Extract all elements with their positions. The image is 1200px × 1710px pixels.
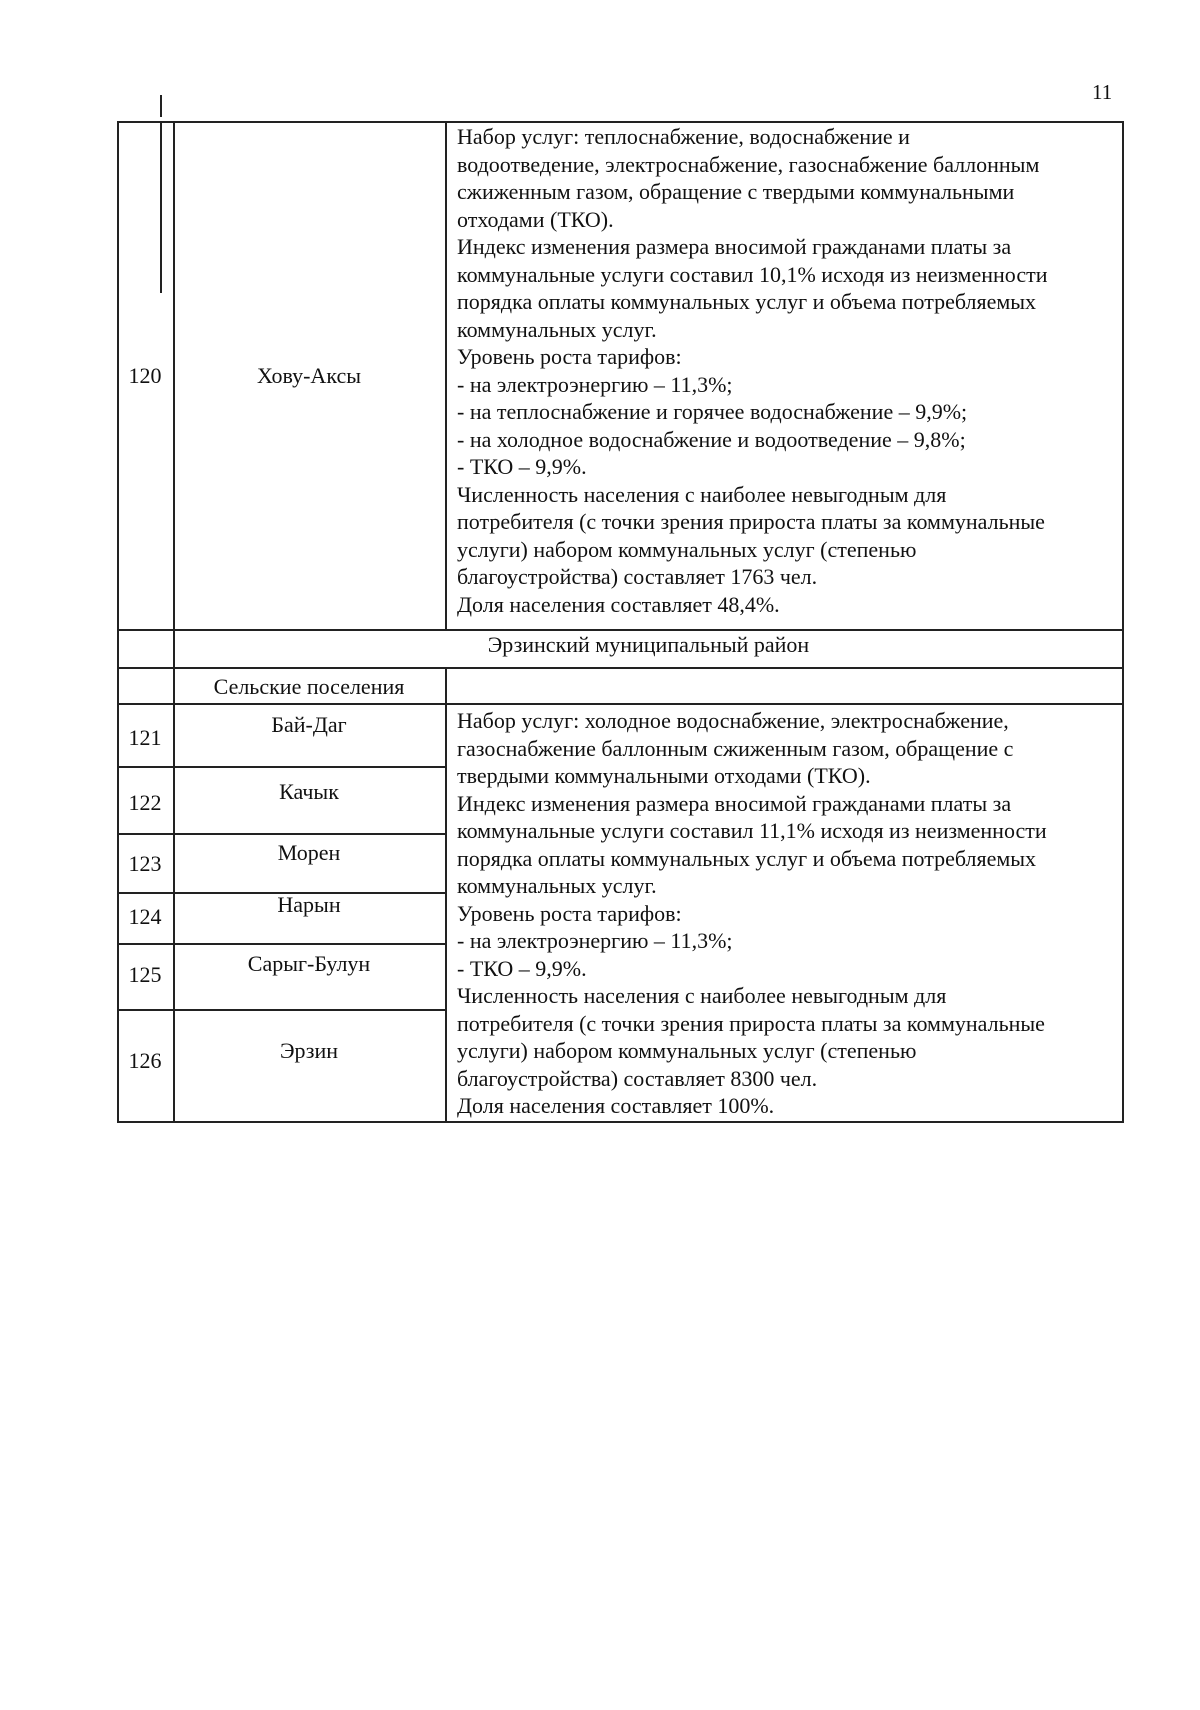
- settlement-name: Хову-Аксы: [256, 363, 362, 388]
- description-line: - на электроэнергию – 11,3%;: [457, 928, 733, 953]
- description-line: коммунальные услуги составил 11,1% исходя из неизменности: [457, 818, 1047, 843]
- tariff-table: [117, 121, 1124, 1123]
- table-border-right: [1122, 121, 1124, 1123]
- page-number: 11: [1092, 80, 1113, 104]
- description-line: Доля населения составляет 100%.: [457, 1093, 775, 1118]
- row-divider-125: [117, 1009, 447, 1011]
- description-line: Численность населения с наиболее невыгодным для: [457, 983, 947, 1008]
- description-line: услуги) набором коммунальных услуг (степенью: [457, 1038, 917, 1063]
- row-120-description: [457, 123, 1117, 618]
- description-line: - ТКО – 9,9%.: [457, 454, 587, 479]
- margin-mark-top: [160, 95, 162, 117]
- row-divider-120: [117, 629, 1124, 631]
- settlement-name: Качык: [279, 779, 339, 804]
- erzin-description: [457, 707, 1117, 1120]
- description-line: Уровень роста тарифов:: [457, 900, 682, 926]
- table-border-bottom: [117, 1121, 1124, 1123]
- description-line: сжиженным газом, обращение с твердыми коммунальными: [457, 179, 1015, 204]
- description-line: Набор услуг: холодное водоснабжение, электроснабжение,: [457, 708, 1009, 733]
- row-number: 126: [128, 1048, 162, 1073]
- settlement-name: Сарыг-Булун: [247, 951, 371, 976]
- district-header: Эрзинский муниципальный район: [487, 632, 810, 657]
- settlement-name: Морен: [277, 840, 341, 865]
- description-line: порядка оплаты коммунальных услуг и объема потребляемых: [457, 289, 1037, 314]
- description-line: - на теплоснабжение и горячее водоснабжение – 9,9%;: [457, 399, 968, 424]
- description-line: порядка оплаты коммунальных услуг и объема потребляемых: [457, 845, 1037, 871]
- description-line: потребителя (с точки зрения прироста платы за коммунальные: [457, 1010, 1045, 1036]
- description-line: коммунальных услуг.: [457, 873, 657, 898]
- table-col-divider-2b: [445, 667, 447, 1123]
- settlement-name: Нарын: [277, 892, 341, 917]
- description-line: Доля населения составляет 48,4%.: [457, 591, 780, 617]
- row-number: 122: [128, 790, 162, 815]
- row-divider-121: [117, 766, 447, 768]
- settlement-name: Бай-Даг: [271, 712, 347, 737]
- description-line: Уровень роста тарифов:: [457, 344, 682, 369]
- description-line: отходами (ТКО).: [457, 206, 614, 232]
- description-line: Индекс изменения размера вносимой гражданами платы за: [457, 234, 1012, 259]
- subheader-label: Сельские поселения: [213, 674, 405, 699]
- settlement-name: Эрзин: [279, 1038, 339, 1063]
- description-line: услуги) набором коммунальных услуг (степенью: [457, 536, 917, 562]
- row-number: 120: [128, 363, 162, 388]
- row-divider-124: [117, 943, 447, 945]
- row-number: 121: [128, 725, 162, 750]
- description-line: Набор услуг: теплоснабжение, водоснабжение и: [457, 124, 910, 149]
- row-number: 125: [128, 962, 162, 987]
- row-number: 123: [128, 851, 162, 876]
- row-divider-district: [117, 667, 1124, 669]
- description-line: твердыми коммунальными отходами (ТКО).: [457, 763, 871, 788]
- description-line: газоснабжение баллонным сжиженным газом, обращение с: [457, 735, 1014, 761]
- description-line: Индекс изменения размера вносимой гражданами платы за: [457, 790, 1012, 816]
- description-line: благоустройства) составляет 1763 чел.: [457, 564, 818, 589]
- description-line: коммунальные услуги составил 10,1% исходя из неизменности: [457, 261, 1048, 287]
- description-line: благоустройства) составляет 8300 чел.: [457, 1065, 818, 1091]
- row-divider-122: [117, 833, 447, 835]
- row-number: 124: [128, 904, 162, 929]
- table-col-divider-2: [445, 121, 447, 629]
- description-line: коммунальных услуг.: [457, 316, 657, 342]
- description-line: - ТКО – 9,9%.: [457, 955, 587, 981]
- row-divider-subheader: [117, 703, 1124, 705]
- description-line: потребителя (с точки зрения прироста платы за коммунальные: [457, 509, 1045, 534]
- description-line: Численность населения с наиболее невыгодным для: [457, 481, 947, 507]
- description-line: - на холодное водоснабжение и водоотведение – 9,8%;: [457, 426, 966, 452]
- description-line: водоотведение, электроснабжение, газоснабжение баллонным: [457, 151, 1040, 177]
- description-line: - на электроэнергию – 11,3%;: [457, 371, 733, 397]
